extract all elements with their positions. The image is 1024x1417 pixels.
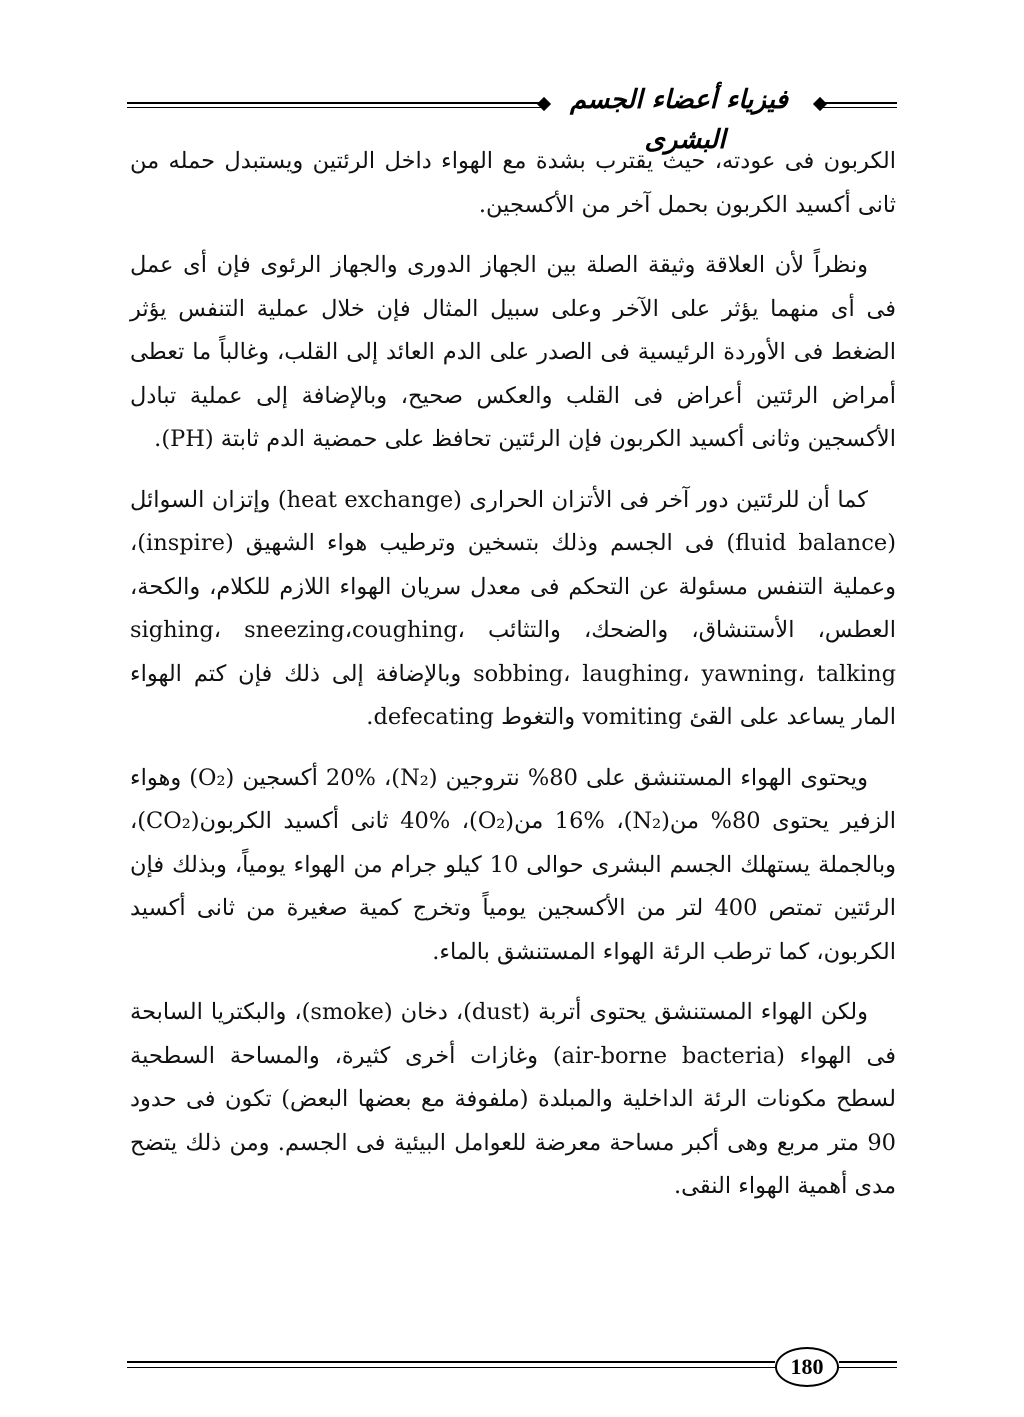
footer-rule-right-thin (839, 1367, 897, 1368)
header-rule-left-thin (127, 107, 547, 108)
footer-rule-left (127, 1361, 775, 1363)
paragraph-4: ويحتوى الهواء المستنشق على 80% نتروجين (N₂)، 20% أكسجين (O₂) وهواء الزفير يحتوى 80% من(N₂)، 16% من(O₂)، 40% ثانى أكسيد الكربون(CO₂)، وبالجملة يستهلك الجسم البشرى حوالى 10 كيلو جرام من الهواء يومياً، وبذلك فإن الرئتين تمتص 400 لتر من الأكسجين يومياً وتخرج كمية صغيرة من ثانى أكسيد الكربون، كما ترطب الرئة الهواء المستنشق بالماء. (130, 764, 896, 965)
paragraph-1: الكربون فى عودته، حيث يقترب بشدة مع الهواء داخل الرئتين ويستبدل حمله من ثانى أكسيد الكربون بحمل آخر من الأكسجين. (130, 148, 896, 218)
footer-rule-left-thin (127, 1367, 775, 1368)
footer-rule-right (839, 1361, 897, 1363)
paragraph-3: كما أن للرئتين دور آخر فى الأتزان الحرارى (heat exchange) وإتزان السوائل (fluid balance) فى الجسم وذلك بتسخين وترطيب هواء الشهيق (inspire)، وعملية التنفس مسئولة عن التحكم فى معدل سريان الهواء اللازم للكلام، والكحة، العطس، الأستنشاق، والضحك، والتثائب sighing، sneezing،coughing، sobbing، laughing، yawning، talking وبالإضافة إلى ذلك فإن كتم الهواء المار يساعد على القئ vomiting والتغوط defecating. (130, 486, 896, 730)
header-diamond-right (813, 97, 827, 111)
book-title: فيزياء أعضاء الجسم البشرى (570, 85, 794, 155)
header-rule-left (127, 102, 547, 104)
paragraph-2: ونظراً لأن العلاقة وثيقة الصلة بين الجهاز الدورى والجهاز الرئوى فإن أى عمل فى أى منهما يؤثر على الآخر وعلى سبيل المثال فإن خلال عملية التنفس يؤثر الضغط فى الأوردة الرئيسية فى الصدر على الدم العائد إلى القلب، وغالباً ما تعطى أمراض الرئتين أعراض فى القلب والعكس صحيح، وبالإضافة إلى عملية تبادل الأكسجين وثانى أكسيد الكربون فإن الرئتين تحافظ على حمضية الدم ثابتة (PH). (130, 252, 896, 452)
body-text (130, 140, 896, 1226)
page-footer (127, 1343, 897, 1403)
header-rule-right (822, 102, 897, 104)
header-rule-right-thin (822, 107, 897, 108)
page-number: 180 (775, 1347, 839, 1387)
header-diamond-left (537, 97, 551, 111)
running-header (127, 80, 897, 155)
paragraph-5: ولكن الهواء المستنشق يحتوى أتربة (dust)، دخان (smoke)، والبكتريا السابحة فى الهواء (air-borne bacteria) وغازات أخرى كثيرة، والمساحة السطحية لسطح مكونات الرئة الداخلية والمبلدة (ملفوفة مع بعضها البعض) تكون فى حدود 90 متر مربع وهى أكبر مساحة معرضة للعوامل البيئية فى الجسم. ومن ذلك يتضح مدى أهمية الهواء النقى. (130, 999, 896, 1199)
